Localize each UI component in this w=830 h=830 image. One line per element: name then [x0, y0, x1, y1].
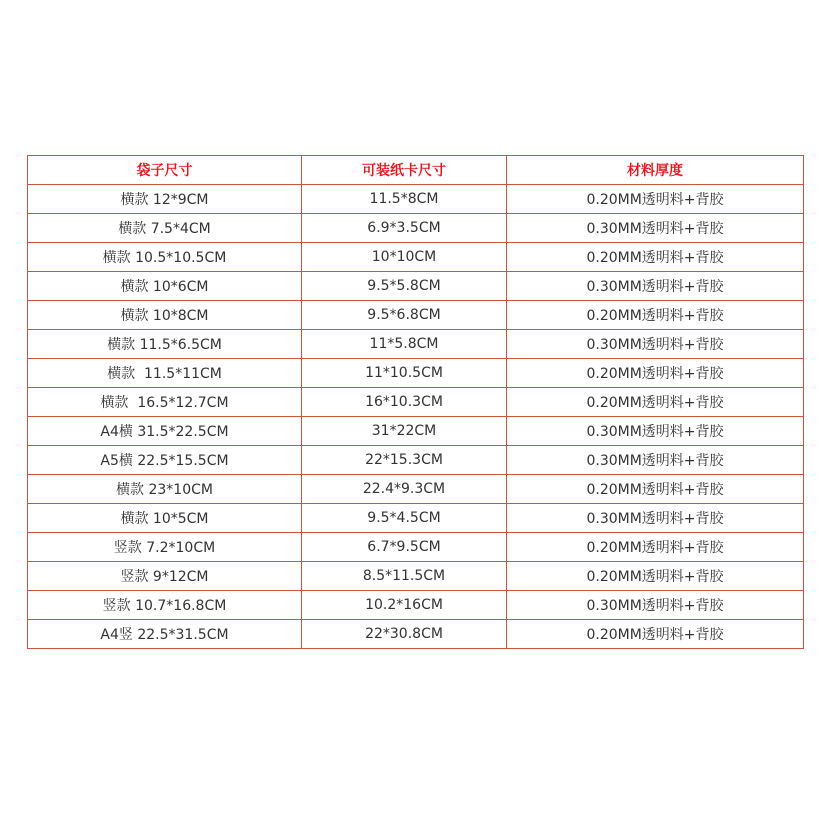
- cell-material-thickness: 0.30MM透明料+背胶: [507, 417, 804, 446]
- cell-bag-size: 竖款 9*12CM: [28, 562, 302, 591]
- cell-card-size: 9.5*5.8CM: [302, 272, 507, 301]
- table-row: [28, 185, 804, 214]
- table-row: [28, 388, 804, 417]
- cell-card-size: 11*10.5CM: [302, 359, 507, 388]
- cell-material-thickness: 0.20MM透明料+背胶: [507, 562, 804, 591]
- cell-material-thickness: 0.20MM透明料+背胶: [507, 301, 804, 330]
- cell-material-thickness: 0.20MM透明料+背胶: [507, 359, 804, 388]
- cell-bag-size: 横款 7.5*4CM: [28, 214, 302, 243]
- cell-card-size: 22*30.8CM: [302, 620, 507, 649]
- cell-card-size: 8.5*11.5CM: [302, 562, 507, 591]
- cell-card-size: 22.4*9.3CM: [302, 475, 507, 504]
- table-row: [28, 620, 804, 649]
- spec-table: [27, 155, 804, 649]
- table-row: [28, 446, 804, 475]
- cell-material-thickness: 0.30MM透明料+背胶: [507, 330, 804, 359]
- cell-bag-size: 横款 11.5*6.5CM: [28, 330, 302, 359]
- cell-material-thickness: 0.30MM透明料+背胶: [507, 214, 804, 243]
- cell-bag-size: 竖款 10.7*16.8CM: [28, 591, 302, 620]
- cell-card-size: 11.5*8CM: [302, 185, 507, 214]
- cell-bag-size: A4竖 22.5*31.5CM: [28, 620, 302, 649]
- cell-material-thickness: 0.30MM透明料+背胶: [507, 446, 804, 475]
- cell-material-thickness: 0.20MM透明料+背胶: [507, 475, 804, 504]
- cell-material-thickness: 0.30MM透明料+背胶: [507, 591, 804, 620]
- header-bag-size: 袋子尺寸: [28, 156, 302, 185]
- cell-material-thickness: 0.20MM透明料+背胶: [507, 533, 804, 562]
- cell-card-size: 31*22CM: [302, 417, 507, 446]
- cell-card-size: 6.9*3.5CM: [302, 214, 507, 243]
- cell-material-thickness: 0.20MM透明料+背胶: [507, 620, 804, 649]
- cell-card-size: 10.2*16CM: [302, 591, 507, 620]
- cell-material-thickness: 0.30MM透明料+背胶: [507, 272, 804, 301]
- cell-bag-size: 竖款 7.2*10CM: [28, 533, 302, 562]
- table-header-row: [28, 156, 804, 185]
- cell-bag-size: 横款 23*10CM: [28, 475, 302, 504]
- cell-material-thickness: 0.20MM透明料+背胶: [507, 243, 804, 272]
- table-row: [28, 504, 804, 533]
- cell-bag-size: 横款 10.5*10.5CM: [28, 243, 302, 272]
- cell-bag-size: 横款 10*5CM: [28, 504, 302, 533]
- cell-bag-size: 横款 10*8CM: [28, 301, 302, 330]
- cell-card-size: 6.7*9.5CM: [302, 533, 507, 562]
- table-body: [28, 185, 804, 649]
- cell-card-size: 10*10CM: [302, 243, 507, 272]
- cell-bag-size: 横款 11.5*11CM: [28, 359, 302, 388]
- table-row: [28, 417, 804, 446]
- table-row: [28, 359, 804, 388]
- cell-bag-size: A5横 22.5*15.5CM: [28, 446, 302, 475]
- table-row: [28, 301, 804, 330]
- cell-card-size: 9.5*4.5CM: [302, 504, 507, 533]
- header-card-size: 可装纸卡尺寸: [302, 156, 507, 185]
- cell-card-size: 9.5*6.8CM: [302, 301, 507, 330]
- cell-material-thickness: 0.30MM透明料+背胶: [507, 504, 804, 533]
- cell-bag-size: A4横 31.5*22.5CM: [28, 417, 302, 446]
- cell-material-thickness: 0.20MM透明料+背胶: [507, 388, 804, 417]
- cell-card-size: 11*5.8CM: [302, 330, 507, 359]
- table-row: [28, 591, 804, 620]
- table-row: [28, 243, 804, 272]
- table-row: [28, 272, 804, 301]
- cell-bag-size: 横款 10*6CM: [28, 272, 302, 301]
- header-material-thickness: 材料厚度: [507, 156, 804, 185]
- table-row: [28, 475, 804, 504]
- cell-material-thickness: 0.20MM透明料+背胶: [507, 185, 804, 214]
- cell-bag-size: 横款 12*9CM: [28, 185, 302, 214]
- table-row: [28, 533, 804, 562]
- cell-card-size: 22*15.3CM: [302, 446, 507, 475]
- table-row: [28, 214, 804, 243]
- cell-card-size: 16*10.3CM: [302, 388, 507, 417]
- table-row: [28, 330, 804, 359]
- cell-bag-size: 横款 16.5*12.7CM: [28, 388, 302, 417]
- table-row: [28, 562, 804, 591]
